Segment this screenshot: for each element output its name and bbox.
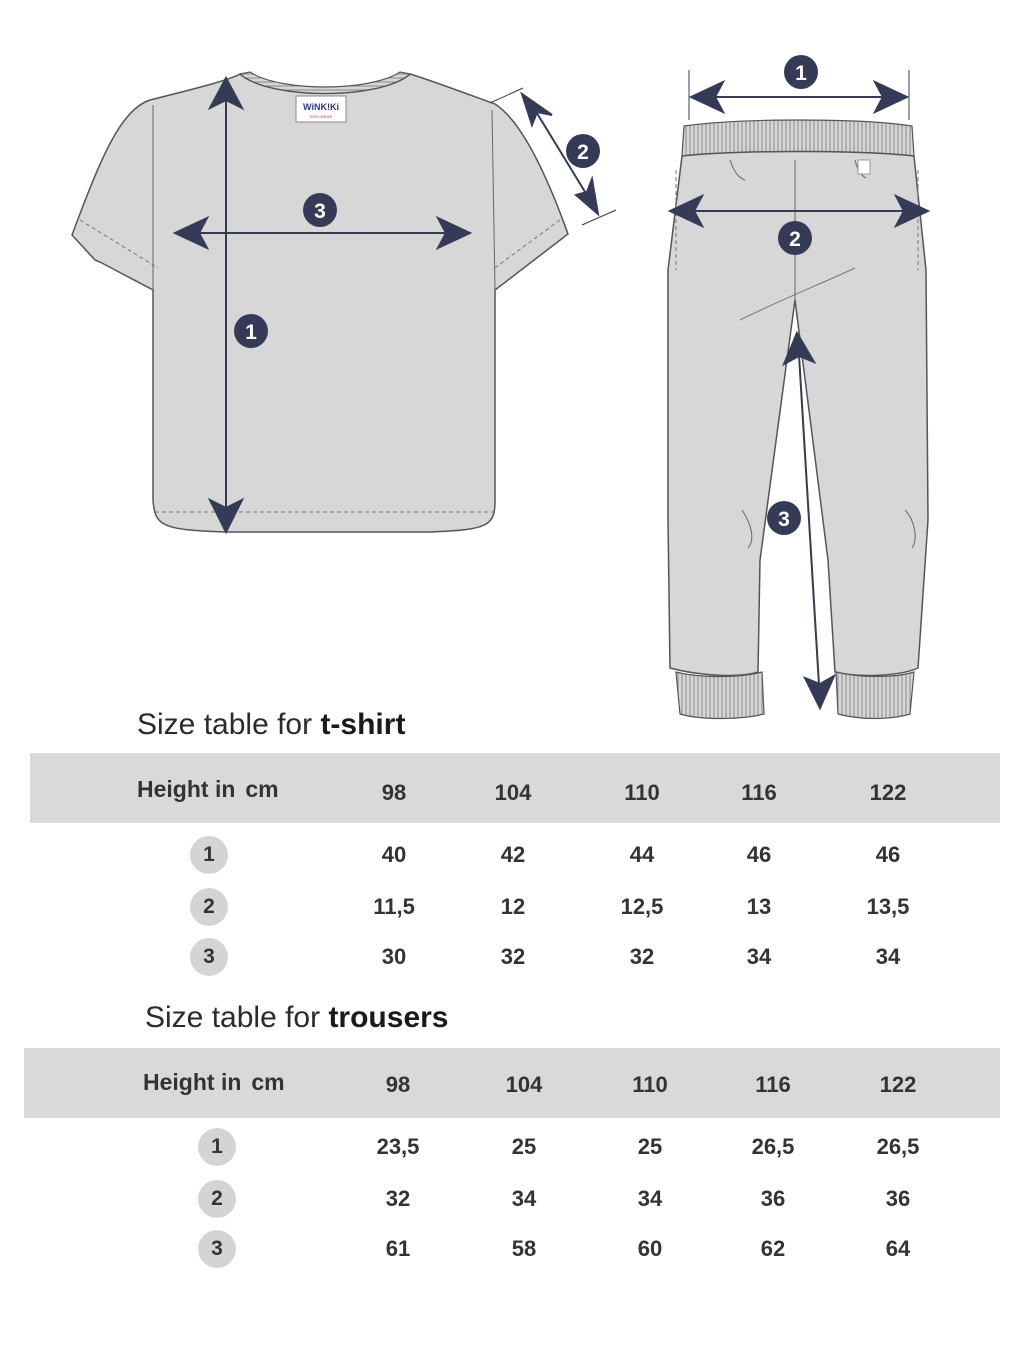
svg-text:1: 1 [795, 62, 807, 85]
height-header-104: 104 [505, 1072, 543, 1097]
table-cell: 40 [381, 842, 407, 867]
tshirt-title-bold: t-shirt [320, 708, 406, 741]
table-cell: 64 [885, 1236, 911, 1261]
height-header-122: 122 [869, 780, 907, 805]
table-cell: 30 [381, 944, 407, 969]
table-cell: 11,5 [373, 894, 415, 919]
trousers-label [858, 160, 870, 174]
row-marker-2: 2 [190, 888, 228, 926]
height-header-122: 122 [879, 1072, 917, 1097]
svg-text:2: 2 [577, 141, 589, 164]
trousers-title-bold: trousers [328, 1001, 449, 1034]
trousers-header-label: Height in cm [143, 1069, 285, 1095]
trousers-title-prefix: Size table for [145, 1001, 321, 1034]
svg-text:3: 3 [314, 200, 326, 223]
svg-text:1: 1 [245, 321, 257, 344]
table-cell: 60 [637, 1236, 663, 1261]
table-cell: 34 [637, 1186, 663, 1211]
height-header-104: 104 [494, 780, 532, 805]
brand-tagline: KIDS WEAR [309, 114, 333, 119]
table-cell: 25 [637, 1134, 663, 1159]
tshirt-marker-width [303, 193, 337, 227]
table-cell: 26,5 [751, 1134, 795, 1159]
tshirt-table-title [137, 708, 405, 742]
table-cell: 34 [746, 944, 772, 969]
trousers-marker-inseam [767, 501, 801, 535]
row-marker-3: 3 [190, 938, 228, 976]
table-cell: 26,5 [876, 1134, 920, 1159]
trousers-table-title [145, 1001, 448, 1035]
height-header-110: 110 [624, 780, 660, 805]
tshirt-marker-sleeve [566, 134, 600, 168]
height-header-110: 110 [632, 1072, 668, 1097]
row-marker-2: 2 [198, 1180, 236, 1218]
svg-text:3: 3 [778, 508, 790, 531]
trousers-waistband [682, 120, 914, 156]
row-marker-3: 3 [198, 1230, 236, 1268]
tshirt-drawing [72, 72, 616, 532]
table-cell: 12 [500, 894, 526, 919]
height-header-98: 98 [385, 1072, 411, 1097]
table-cell: 58 [511, 1236, 537, 1261]
height-header-116: 116 [755, 1072, 791, 1097]
table-cell: 46 [875, 842, 901, 867]
table-cell: 34 [511, 1186, 537, 1211]
trousers-left-cuff [676, 672, 764, 719]
brand-logo-text: WiNK!Ki [303, 102, 339, 112]
table-cell: 32 [629, 944, 655, 969]
trousers-right-cuff [836, 672, 914, 719]
tshirt-header-label: Height in cm [137, 776, 279, 802]
table-cell: 62 [760, 1236, 786, 1261]
height-header-98: 98 [381, 780, 407, 805]
table-cell: 34 [875, 944, 901, 969]
trousers-drawing [668, 55, 928, 719]
table-cell: 46 [746, 842, 772, 867]
table-cell: 44 [629, 842, 655, 867]
trousers-marker-waist [784, 55, 818, 89]
table-cell: 36 [760, 1186, 786, 1211]
table-cell: 36 [885, 1186, 911, 1211]
row-marker-1: 1 [190, 836, 228, 874]
table-cell: 13,5 [866, 894, 910, 919]
tshirt-body [72, 74, 568, 532]
tshirt-title-prefix: Size table for [137, 708, 313, 741]
svg-text:2: 2 [789, 228, 801, 251]
table-cell: 13 [746, 894, 772, 919]
row-marker-1: 1 [198, 1128, 236, 1166]
height-header-116: 116 [741, 780, 777, 805]
table-cell: 32 [385, 1186, 411, 1211]
table-cell: 25 [511, 1134, 537, 1159]
tshirt-marker-length [234, 314, 268, 348]
table-cell: 32 [500, 944, 526, 969]
table-cell: 42 [500, 842, 526, 867]
trousers-marker-hip [778, 221, 812, 255]
table-cell: 23,5 [376, 1134, 420, 1159]
table-cell: 12,5 [620, 894, 664, 919]
table-cell: 61 [385, 1236, 411, 1261]
